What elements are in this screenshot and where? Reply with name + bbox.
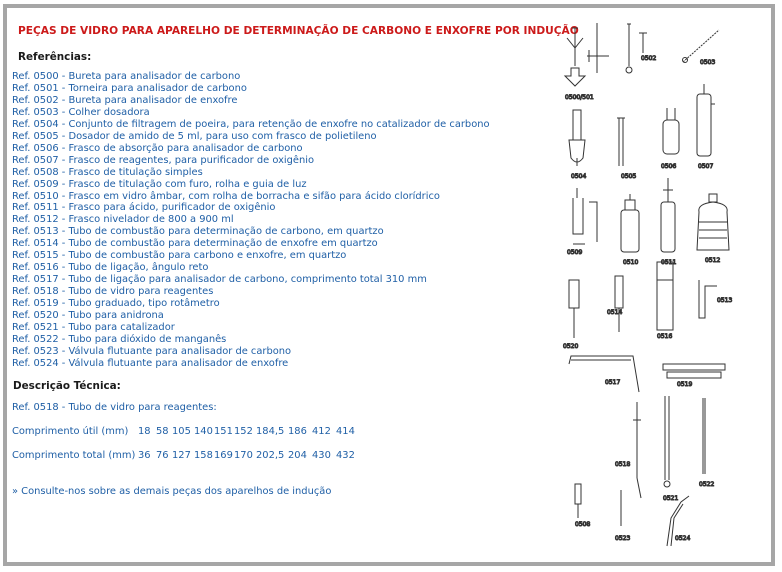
connection-tube-drawing (657, 262, 673, 330)
reference-item: Ref. 0509 - Frasco de titulação com furo, rolha e guia de luz (12, 178, 307, 190)
starch-doser-drawing (617, 118, 625, 166)
total-length-value: 204 (288, 450, 307, 461)
total-length-value: 169 (214, 450, 233, 461)
label-0504: 0504 (571, 173, 587, 180)
label-0513: 0513 (717, 297, 733, 304)
label-0505: 0505 (621, 173, 637, 180)
reference-item: Ref. 0522 - Tubo para dióxido de manganês (12, 333, 227, 345)
reagent-flask-drawing (697, 84, 715, 156)
label-0521: 0521 (663, 495, 679, 502)
useful-length-value: 140 (194, 426, 213, 437)
reference-item: Ref. 0521 - Tubo para catalizador (12, 322, 175, 334)
anhydrone-tube-drawing (633, 402, 641, 498)
label-0518: 0518 (615, 461, 631, 468)
total-length-value: 170 (234, 450, 253, 461)
reference-item: Ref. 0500 - Bureta para analisador de carbono (12, 71, 241, 82)
graduated-tube-drawing (663, 364, 725, 378)
useful-length-value: 184,5 (256, 426, 285, 437)
total-length-values (138, 450, 358, 461)
reference-item: Ref. 0512 - Frasco nivelador de 800 a 900 ml (12, 214, 234, 226)
total-length-value: 202,5 (256, 450, 285, 461)
useful-length-value: 414 (336, 426, 355, 437)
total-length-value: 158 (194, 450, 213, 461)
tech-heading: Descrição Técnica: (13, 380, 121, 392)
reference-item: Ref. 0508 - Frasco de titulação simples (12, 166, 203, 178)
label-0502: 0502 (641, 55, 657, 62)
dosing-spoon-drawing (626, 24, 647, 73)
reference-item: Ref. 0523 - Válvula flutuante para analisador de carbono (12, 345, 292, 357)
reference-item: Ref. 0519 - Tubo graduado, tipo rotâmetro (12, 298, 220, 310)
sulfur-combustion-tube-drawing (615, 276, 623, 332)
total-length-value: 127 (172, 450, 191, 461)
filter-set-drawing (569, 110, 585, 166)
footer-note: » Consulte-nos sobre as demais peças dos aparelhos de indução (12, 486, 332, 497)
label-0516: 0516 (657, 333, 673, 340)
label-0508: 0508 (575, 521, 591, 528)
reference-item: Ref. 0524 - Válvula flutuante para analisador de enxofre (12, 357, 289, 369)
useful-length-value: 152 (234, 426, 253, 437)
label-0522: 0522 (699, 481, 715, 488)
reference-item: Ref. 0502 - Bureta para analisador de enxofre (12, 94, 238, 106)
label-0524: 0524 (675, 535, 691, 542)
reference-item: Ref. 0503 - Colher dosadora (12, 106, 150, 118)
tech-ref-line: Ref. 0518 - Tubo de vidro para reagentes: (12, 402, 217, 413)
acid-flask-drawing (661, 178, 675, 252)
reference-item: Ref. 0507 - Frasco de reagentes, para purificador de oxigênio (12, 154, 315, 166)
references-list (12, 71, 490, 370)
label-0519: 0519 (677, 381, 693, 388)
absorption-flask-drawing (663, 108, 679, 154)
useful-length-value: 18 (138, 426, 151, 437)
manganese-tube-drawing (703, 398, 705, 474)
total-length-value: 76 (156, 450, 169, 461)
reference-item: Ref. 0520 - Tubo para anidrona (12, 310, 164, 322)
total-length-row (12, 450, 358, 461)
burette-and-stopcock-drawing (565, 23, 609, 86)
label-0510: 0510 (623, 259, 639, 266)
reference-item: Ref. 0504 - Conjunto de filtragem de poeira, para retenção de enxofre no catalizador de carbono (12, 118, 490, 130)
label-0512: 0512 (705, 257, 721, 264)
label-0506: 0506 (661, 163, 677, 170)
total-length-label: Comprimento total (mm) (12, 450, 136, 461)
useful-length-row (12, 426, 358, 437)
useful-length-value: 105 (172, 426, 191, 437)
reference-item: Ref. 0517 - Tubo de ligação para analisador de carbono, comprimento total 310 mm (12, 274, 427, 286)
reference-item: Ref. 0515 - Tubo de combustão para carbono e enxofre, em quartzo (12, 250, 347, 262)
references-heading: Referências: (18, 51, 92, 63)
total-length-value: 36 (138, 450, 151, 461)
reference-item: Ref. 0501 - Torneira para analisador de carbono (12, 82, 247, 94)
reference-item: Ref. 0505 - Dosador de amido de 5 ml, para uso com frasco de polietileno (12, 130, 377, 142)
reference-item: Ref. 0513 - Tubo de combustão para determinação de carbono, em quartzo (12, 226, 384, 238)
label-0509: 0509 (567, 249, 583, 256)
reference-item: Ref. 0514 - Tubo de combustão para determinação de enxofre em quartzo (12, 238, 378, 250)
total-length-value: 432 (336, 450, 355, 461)
label-0511: 0511 (661, 259, 677, 266)
page-title: PEÇAS DE VIDRO PARA APARELHO DE DETERMINAÇÃO DE CARBONO E ENXOFRE POR INDUÇÃO (18, 25, 579, 37)
reference-item: Ref. 0516 - Tubo de ligação, ângulo reto (12, 262, 209, 274)
leveling-flask-drawing (697, 194, 729, 250)
label-0514: 0514 (607, 309, 623, 316)
useful-length-value: 412 (312, 426, 331, 437)
label-0517: 0517 (605, 379, 621, 386)
long-connection-tube-drawing (569, 356, 639, 392)
useful-length-label: Comprimento útil (mm) (12, 426, 129, 437)
reference-item: Ref. 0511 - Frasco para ácido, purificador de oxigênio (12, 202, 276, 214)
total-length-value: 430 (312, 450, 331, 461)
reference-item: Ref. 0510 - Frasco em vidro âmbar, com rolha de borracha e sifão para ácido clorídrico (12, 190, 440, 202)
float-valve-drawing (575, 484, 581, 518)
label-0507: 0507 (698, 163, 714, 170)
label-0523: 0523 (615, 535, 631, 542)
label-0520: 0520 (563, 343, 579, 350)
useful-length-value: 58 (156, 426, 169, 437)
glassware-illustration (553, 18, 771, 552)
useful-length-value: 151 (214, 426, 233, 437)
label-0503: 0503 (700, 59, 716, 66)
dust-filter-drawing (683, 30, 720, 63)
useful-length-value: 186 (288, 426, 307, 437)
right-angle-tube-drawing (699, 280, 717, 318)
titration-flasks-drawing (573, 188, 597, 244)
amber-bottle-drawing (621, 194, 639, 252)
reference-item: Ref. 0518 - Tubo de vidro para reagentes (12, 286, 214, 298)
reference-item: Ref. 0506 - Frasco de absorção para analisador de carbono (12, 142, 303, 154)
label-0500: 0500/501 (565, 94, 594, 101)
combustion-tube-drawing (569, 280, 579, 338)
catalyst-tube-drawing (664, 396, 670, 487)
useful-length-values (138, 426, 358, 437)
